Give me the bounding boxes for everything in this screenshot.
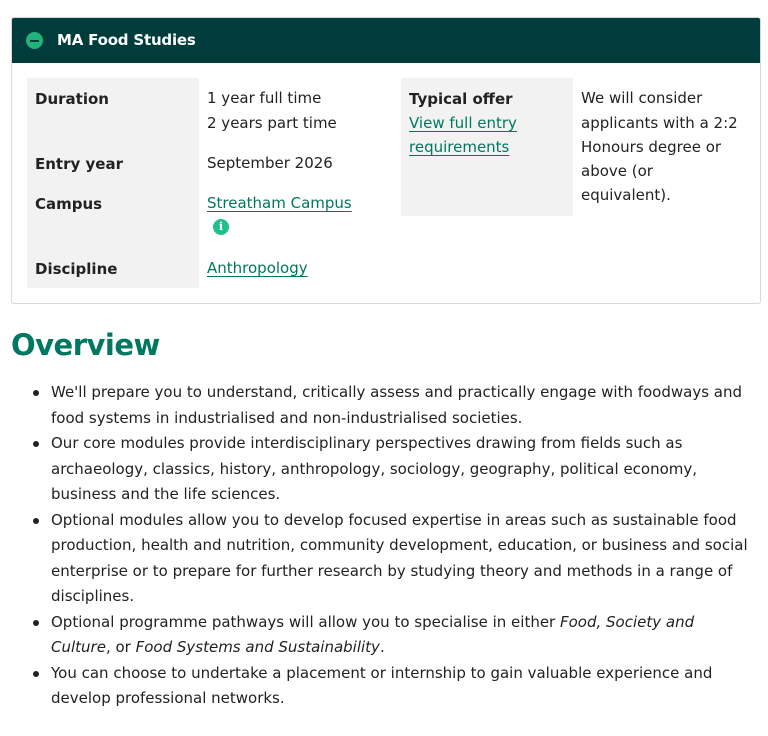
duration-full-time: 1 year full time	[207, 89, 322, 107]
duration-part-time: 2 years part time	[207, 114, 337, 132]
list-item: We'll prepare you to understand, critically assess and practically engage with foodways and food systems in industrialised and non-industrialised societies.	[26, 380, 756, 431]
list-item: You can choose to undertake a placement or internship to gain valuable experience and develop professional networks.	[26, 661, 756, 712]
course-title: MA Food Studies	[57, 31, 196, 49]
entry-requirements-link-line1[interactable]: View full entry	[409, 114, 517, 132]
overview-heading: Overview	[11, 328, 160, 362]
offer-text-line: We will consider	[581, 89, 703, 107]
pathway-food-society-culture: Food, Society and Culture	[51, 612, 695, 656]
label-column-bg	[27, 78, 199, 288]
pathway-food-systems-sustainability: Food Systems and Sustainability	[135, 638, 380, 656]
course-summary-card	[11, 17, 761, 304]
entry-requirements-link-line2[interactable]: requirements	[409, 138, 510, 156]
overview-list	[26, 380, 756, 712]
duration-label: Duration	[35, 90, 109, 108]
discipline-link[interactable]: Anthropology	[207, 259, 308, 277]
offer-text-line: equivalent).	[581, 186, 671, 204]
discipline-label: Discipline	[35, 260, 118, 278]
typical-offer-label: Typical offer	[409, 90, 513, 108]
list-item: Optional modules allow you to develop focused expertise in areas such as sustainable food production, health and nutrition, community development, education, or business and social enterprise or to prepare for further research by studying theory and methods in a range of disciplines.	[26, 508, 756, 610]
offer-text-line: applicants with a 2:2	[581, 114, 738, 132]
list-item: Our core modules provide interdisciplinary perspectives drawing from fields such as archaeology, classics, history, anthropology, sociology, geography, political economy, business and the life sciences.	[26, 431, 756, 508]
info-icon[interactable]: i	[213, 219, 229, 235]
offer-text-line: Honours degree or	[581, 138, 722, 156]
collapse-minus-icon[interactable]	[26, 32, 43, 49]
offer-text-line: above (or	[581, 162, 653, 180]
entry-year-value: September 2026	[207, 154, 333, 172]
accordion-header[interactable]	[12, 18, 760, 63]
campus-link[interactable]: Streatham Campus	[207, 194, 352, 212]
list-item: Optional programme pathways will allow you to specialise in either Food, Society and Culture, or Food Systems and Sustainability.	[26, 610, 756, 661]
campus-label: Campus	[35, 195, 103, 213]
entry-year-label: Entry year	[35, 155, 123, 173]
